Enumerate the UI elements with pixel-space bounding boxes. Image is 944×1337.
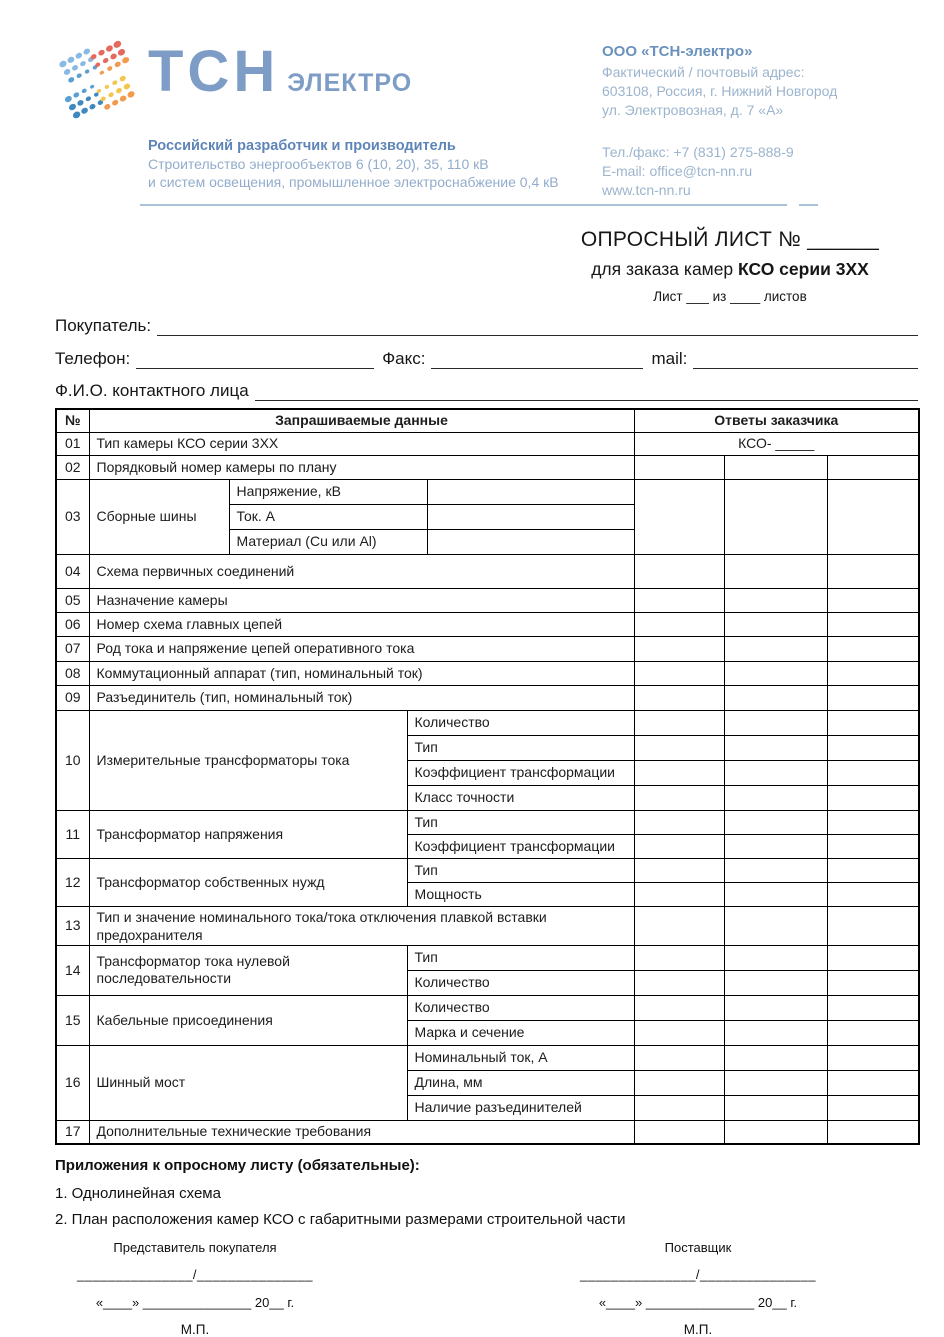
row-number: 07 bbox=[56, 636, 89, 661]
question-sub-label: Класс точности bbox=[407, 785, 634, 810]
answer-cell[interactable] bbox=[634, 1045, 724, 1070]
question-label: Тип и значение номинального тока/тока отключения плавкой вставки предохранителя bbox=[89, 906, 634, 945]
document-title: ОПРОСНЫЙ ЛИСТ № ______ bbox=[580, 228, 880, 251]
answer-cell[interactable] bbox=[827, 1120, 919, 1144]
question-label: Назначение камеры bbox=[89, 588, 634, 612]
answer-cell[interactable] bbox=[634, 735, 724, 760]
address-line: ул. Электровозная, д. 7 «А» bbox=[602, 102, 784, 118]
brand-name: ТСН bbox=[148, 39, 280, 104]
appendix-item: 2. План расположения камер КСО с габаритными размерами строительной части bbox=[55, 1211, 626, 1228]
question-sub-label: Ток. А bbox=[229, 504, 427, 529]
question-sub-label: Длина, мм bbox=[407, 1070, 634, 1095]
answer-cell[interactable] bbox=[724, 760, 827, 785]
supplier-signature-title: Поставщик bbox=[664, 1240, 732, 1255]
row-number: 10 bbox=[56, 710, 89, 810]
answer-cell[interactable] bbox=[634, 636, 724, 661]
answer-cell[interactable] bbox=[724, 995, 827, 1020]
answer-cell[interactable] bbox=[634, 906, 724, 945]
question-sub-label: Количество bbox=[407, 710, 634, 735]
answer-cell[interactable] bbox=[827, 858, 919, 882]
supplier-signature-block bbox=[558, 1240, 838, 1337]
supplier-date-line[interactable]: «____» _______________ 20__ г. bbox=[598, 1295, 798, 1310]
table-header-row bbox=[56, 409, 919, 432]
question-label: Порядковый номер камеры по плану bbox=[89, 455, 634, 479]
appendix-title: Приложения к опросному листу (обязательные): bbox=[55, 1157, 420, 1174]
table-row bbox=[56, 636, 919, 661]
appendix-block bbox=[55, 1157, 626, 1237]
website-line: www.tcn-nn.ru bbox=[602, 182, 691, 198]
answer-cell[interactable] bbox=[724, 735, 827, 760]
question-label: Дополнительные технические требования bbox=[89, 1120, 634, 1144]
table-row bbox=[56, 685, 919, 710]
row-number: 04 bbox=[56, 554, 89, 588]
question-label: Шинный мост bbox=[89, 1045, 407, 1120]
fax-input-line[interactable] bbox=[431, 349, 643, 369]
question-sub-label: Тип bbox=[407, 945, 634, 970]
answer-cell[interactable] bbox=[427, 504, 634, 529]
question-sub-label: Материал (Cu или Al) bbox=[229, 529, 427, 554]
question-label: Тип камеры КСО серии 3ХХ bbox=[89, 432, 634, 455]
question-label: Схема первичных соединений bbox=[89, 554, 634, 588]
tagline-bold: Российский разработчик и производитель bbox=[148, 138, 456, 154]
answer-cell[interactable] bbox=[827, 785, 919, 810]
sheet-counter: Лист ___ из ____ листов bbox=[653, 289, 807, 304]
col-header-answers: Ответы заказчика bbox=[634, 409, 919, 432]
answer-cell[interactable] bbox=[827, 1020, 919, 1045]
order-table bbox=[55, 408, 920, 1145]
row-number: 03 bbox=[56, 479, 89, 554]
company-name: ООО «ТСН-электро» bbox=[602, 43, 753, 60]
answer-cell[interactable] bbox=[724, 906, 827, 945]
table-row bbox=[56, 1120, 919, 1144]
table-row bbox=[56, 1045, 919, 1070]
company-tagline bbox=[148, 137, 559, 191]
answer-cell[interactable] bbox=[827, 810, 919, 834]
contact-person-label: Ф.И.О. контактного лица bbox=[55, 381, 249, 400]
contact-person-input-line[interactable] bbox=[255, 381, 918, 401]
question-sub-label: Коэффициент трансформации bbox=[407, 760, 634, 785]
table-row bbox=[56, 432, 919, 455]
answer-cell[interactable] bbox=[827, 455, 919, 479]
document-subtitle bbox=[540, 259, 920, 280]
address-line: 603108, Россия, г. Нижний Новгород bbox=[602, 83, 838, 99]
answer-cell[interactable] bbox=[827, 636, 919, 661]
answer-cell[interactable] bbox=[724, 1070, 827, 1095]
buyer-signature-title: Представитель покупателя bbox=[113, 1240, 277, 1255]
answer-cell[interactable] bbox=[724, 479, 827, 554]
row-number: 17 bbox=[56, 1120, 89, 1144]
buyer-stamp-label: М.П. bbox=[180, 1322, 210, 1337]
question-label: Номер схема главных цепей bbox=[89, 612, 634, 636]
question-label: Трансформатор напряжения bbox=[89, 810, 407, 858]
question-sub-label: Коэффициент трансформации bbox=[407, 834, 634, 858]
answer-cell[interactable] bbox=[634, 1120, 724, 1144]
row-number: 09 bbox=[56, 685, 89, 710]
buyer-signature-line[interactable]: _______________/_______________ bbox=[76, 1267, 313, 1282]
answer-cell[interactable] bbox=[827, 612, 919, 636]
answer-cell[interactable]: КСО- _____ bbox=[634, 432, 919, 455]
answer-cell[interactable] bbox=[827, 661, 919, 685]
question-sub-label: Количество bbox=[407, 970, 634, 995]
answer-cell[interactable] bbox=[634, 455, 724, 479]
header-rule bbox=[140, 204, 787, 206]
answer-cell[interactable] bbox=[634, 970, 724, 995]
question-label: Трансформатор тока нулевой последовательности bbox=[89, 945, 407, 995]
answer-cell[interactable] bbox=[634, 710, 724, 735]
header-rule-dash bbox=[799, 204, 818, 206]
row-number: 16 bbox=[56, 1045, 89, 1120]
answer-cell[interactable] bbox=[634, 1070, 724, 1095]
answer-cell[interactable] bbox=[634, 479, 724, 554]
answer-cell[interactable] bbox=[724, 858, 827, 882]
question-sub-label: Тип bbox=[407, 810, 634, 834]
appendix-item: 1. Однолинейная схема bbox=[55, 1185, 221, 1202]
answer-cell[interactable] bbox=[724, 1095, 827, 1120]
answer-cell[interactable] bbox=[724, 945, 827, 970]
answer-cell[interactable] bbox=[724, 785, 827, 810]
answer-cell[interactable] bbox=[827, 1070, 919, 1095]
table-row bbox=[56, 858, 919, 882]
email-line: E-mail: office@tcn-nn.ru bbox=[602, 163, 753, 179]
answer-cell[interactable] bbox=[827, 760, 919, 785]
phone-input-line[interactable] bbox=[136, 349, 374, 369]
phone-label: Телефон: bbox=[55, 349, 131, 368]
question-sub-label: Количество bbox=[407, 995, 634, 1020]
answer-cell[interactable] bbox=[827, 906, 919, 945]
question-label: Кабельные присоединения bbox=[89, 995, 407, 1045]
table-row bbox=[56, 455, 919, 479]
supplier-stamp-label: М.П. bbox=[683, 1322, 713, 1337]
answer-cell[interactable] bbox=[634, 834, 724, 858]
mail-label: mail: bbox=[651, 349, 688, 368]
question-label: Род тока и напряжение цепей оперативного тока bbox=[89, 636, 634, 661]
answer-cell[interactable] bbox=[724, 455, 827, 479]
subtitle-series: КСО серии 3ХХ bbox=[738, 259, 869, 279]
row-number: 08 bbox=[56, 661, 89, 685]
answer-cell[interactable] bbox=[724, 1020, 827, 1045]
question-sub-label: Номинальный ток, А bbox=[407, 1045, 634, 1070]
company-address-block bbox=[602, 42, 837, 120]
mail-input-line[interactable] bbox=[693, 349, 918, 369]
answer-cell[interactable] bbox=[827, 735, 919, 760]
question-sub-label: Тип bbox=[407, 858, 634, 882]
brand-name-sub: ЭЛЕКТРО bbox=[287, 69, 413, 97]
answer-cell[interactable] bbox=[427, 479, 634, 504]
table-row bbox=[56, 588, 919, 612]
answer-cell[interactable] bbox=[724, 882, 827, 906]
answer-cell[interactable] bbox=[724, 588, 827, 612]
answer-cell[interactable] bbox=[427, 529, 634, 554]
question-label: Сборные шины bbox=[89, 479, 229, 554]
table-row bbox=[56, 612, 919, 636]
answer-cell[interactable] bbox=[827, 1095, 919, 1120]
answer-cell[interactable] bbox=[724, 685, 827, 710]
row-number: 06 bbox=[56, 612, 89, 636]
row-number: 05 bbox=[56, 588, 89, 612]
row-number: 15 bbox=[56, 995, 89, 1045]
table-row bbox=[56, 661, 919, 685]
answer-cell[interactable] bbox=[827, 945, 919, 970]
col-header-num: № bbox=[56, 409, 89, 432]
answer-cell[interactable] bbox=[827, 882, 919, 906]
company-logo-mosaic-icon bbox=[52, 36, 142, 126]
address-line: Фактический / почтовый адрес: bbox=[602, 64, 805, 80]
buyer-label: Покупатель: bbox=[55, 316, 152, 335]
answer-cell[interactable] bbox=[634, 760, 724, 785]
document-title-block bbox=[540, 228, 920, 304]
tagline-line: Строительство энергообъектов 6 (10, 20), 35, 110 кВ bbox=[148, 156, 489, 172]
buyer-input-line[interactable] bbox=[157, 316, 918, 336]
answer-cell[interactable] bbox=[634, 612, 724, 636]
contact-person-row bbox=[55, 381, 918, 401]
answer-cell[interactable] bbox=[827, 685, 919, 710]
answer-cell[interactable] bbox=[827, 554, 919, 588]
question-sub-label: Мощность bbox=[407, 882, 634, 906]
question-label: Измерительные трансформаторы тока bbox=[89, 710, 407, 810]
answer-cell[interactable] bbox=[634, 995, 724, 1020]
answer-cell[interactable] bbox=[724, 554, 827, 588]
question-label: Разъединитель (тип, номинальный ток) bbox=[89, 685, 634, 710]
answer-cell[interactable] bbox=[724, 970, 827, 995]
answer-cell[interactable] bbox=[634, 554, 724, 588]
answer-cell[interactable] bbox=[724, 636, 827, 661]
answer-cell[interactable] bbox=[724, 810, 827, 834]
company-contacts-block bbox=[602, 143, 794, 200]
answer-cell[interactable] bbox=[724, 834, 827, 858]
question-sub-label: Марка и сечение bbox=[407, 1020, 634, 1045]
question-sub-label: Напряжение, кВ bbox=[229, 479, 427, 504]
answer-cell[interactable] bbox=[724, 710, 827, 735]
buyer-row bbox=[55, 316, 918, 336]
row-number: 12 bbox=[56, 858, 89, 906]
answer-cell[interactable] bbox=[827, 995, 919, 1020]
col-header-request: Запрашиваемые данные bbox=[89, 409, 634, 432]
answer-cell[interactable] bbox=[827, 834, 919, 858]
phone-fax-mail-row bbox=[55, 349, 918, 369]
answer-cell[interactable] bbox=[634, 945, 724, 970]
answer-cell[interactable] bbox=[634, 810, 724, 834]
row-number: 14 bbox=[56, 945, 89, 995]
row-number: 02 bbox=[56, 455, 89, 479]
row-number: 01 bbox=[56, 432, 89, 455]
buyer-date-line[interactable]: «____» _______________ 20__ г. bbox=[95, 1295, 295, 1310]
answer-cell[interactable] bbox=[827, 1045, 919, 1070]
answer-cell[interactable] bbox=[724, 1045, 827, 1070]
table-row bbox=[56, 945, 919, 970]
logo-mosaic bbox=[58, 39, 136, 119]
table-row bbox=[56, 710, 919, 735]
answer-cell[interactable] bbox=[634, 882, 724, 906]
answer-cell[interactable] bbox=[827, 710, 919, 735]
tagline-line: и систем освещения, промышленное электроснабжение 0,4 кВ bbox=[148, 174, 559, 190]
table-row bbox=[56, 554, 919, 588]
answer-cell[interactable] bbox=[724, 661, 827, 685]
brand-wordmark bbox=[148, 39, 413, 104]
answer-cell[interactable] bbox=[634, 1020, 724, 1045]
answer-cell[interactable] bbox=[634, 661, 724, 685]
answer-cell[interactable] bbox=[634, 588, 724, 612]
supplier-signature-line[interactable]: _______________/_______________ bbox=[579, 1267, 816, 1282]
answer-cell[interactable] bbox=[724, 1120, 827, 1144]
answer-cell[interactable] bbox=[634, 785, 724, 810]
phone-line: Тел./факс: +7 (831) 275-888-9 bbox=[602, 144, 794, 160]
buyer-signature-block bbox=[55, 1240, 335, 1337]
answer-cell[interactable] bbox=[827, 479, 919, 554]
table-row bbox=[56, 906, 919, 945]
subtitle-prefix: для заказа камер bbox=[591, 259, 739, 279]
table-row bbox=[56, 810, 919, 834]
answer-cell[interactable] bbox=[634, 1095, 724, 1120]
fax-label: Факс: bbox=[382, 349, 426, 368]
question-label: Коммутационный аппарат (тип, номинальный ток) bbox=[89, 661, 634, 685]
answer-cell[interactable] bbox=[724, 612, 827, 636]
answer-cell[interactable] bbox=[827, 970, 919, 995]
question-label: Трансформатор собственных нужд bbox=[89, 858, 407, 906]
answer-cell[interactable] bbox=[827, 588, 919, 612]
table-row bbox=[56, 479, 919, 504]
answer-cell[interactable] bbox=[634, 685, 724, 710]
answer-cell[interactable] bbox=[634, 858, 724, 882]
question-sub-label: Наличие разъединителей bbox=[407, 1095, 634, 1120]
row-number: 11 bbox=[56, 810, 89, 858]
question-sub-label: Тип bbox=[407, 735, 634, 760]
row-number: 13 bbox=[56, 906, 89, 945]
table-row bbox=[56, 995, 919, 1020]
